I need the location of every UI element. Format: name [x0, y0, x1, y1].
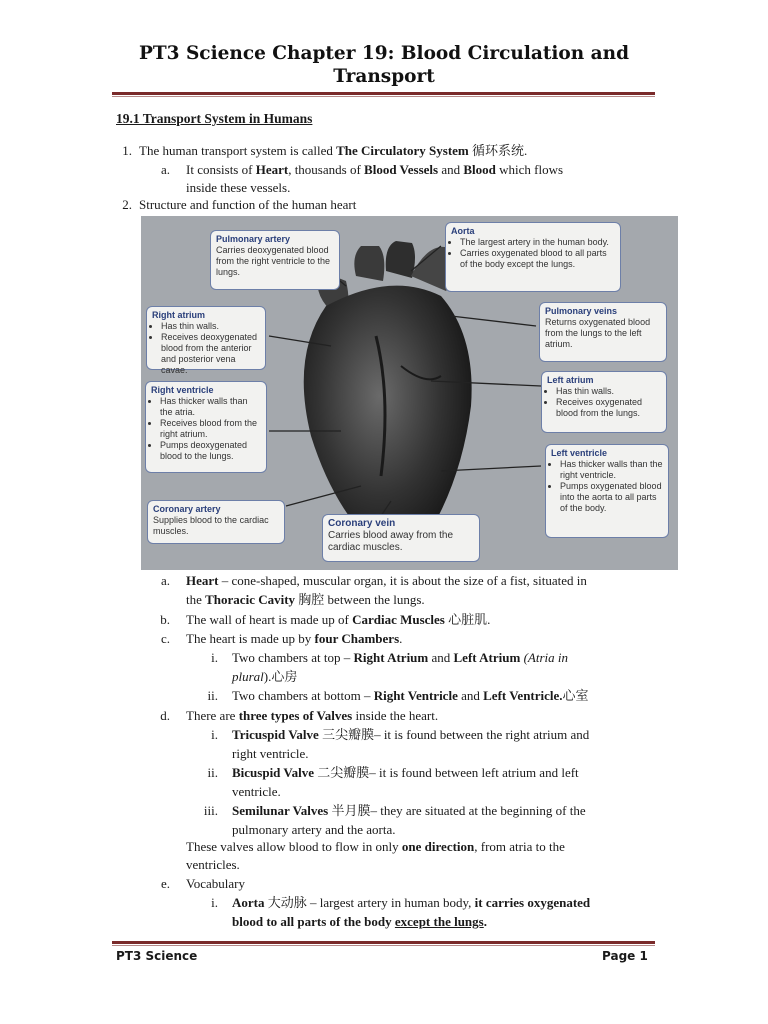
label-left-ventricle: Left ventricle • Has thicker walls than the right ventricle. • Pumps oxygenated blood into the aorta to all parts of the body.	[545, 444, 669, 538]
heart-diagram-photo	[141, 216, 678, 570]
label-right-atrium: Right atrium • Has thin walls. • Receives deoxygenated blood from the anterior and posterior vena cavae.	[146, 306, 266, 370]
item-tricuspid: Tricuspid Valve 三尖瓣膜– it is found between the right atrium and	[232, 727, 590, 742]
list-roman: i.	[211, 895, 218, 910]
list-roman: ii.	[207, 765, 218, 780]
valves-note-line2: ventricles.	[186, 857, 240, 872]
valves-note: These valves allow blood to flow in only one direction, from atria to the	[186, 839, 565, 854]
item-chambers: The heart is made up by four Chambers.	[186, 631, 403, 646]
label-aorta: Aorta • The largest artery in the human body. • Carries oxygenated blood to all parts of the body except the lungs.	[445, 222, 621, 292]
list-letter: a.	[160, 573, 170, 588]
list-roman: ii.	[207, 688, 218, 703]
list-item-1a-line2: inside these vessels.	[186, 180, 291, 195]
footer-rule-thin	[112, 945, 655, 946]
list-roman: i.	[211, 727, 218, 742]
list-roman: i.	[211, 650, 218, 665]
page-title: PT3 Science Chapter 19: Blood Circulation and Transport	[138, 43, 630, 87]
list-letter: a.	[160, 162, 170, 177]
item-aorta: Aorta 大动脉 – largest artery in human body, it carries oxygenated	[232, 895, 591, 910]
item-semilunar-line2: pulmonary artery and the aorta.	[232, 822, 396, 837]
list-roman: iii.	[203, 803, 218, 818]
header-rule-thin	[112, 96, 655, 97]
item-chambers-bottom: Two chambers at bottom – Right Ventricle and Left Ventricle.心室	[232, 688, 589, 703]
footer-left: PT3 Science	[116, 949, 198, 963]
label-coronary-artery: Coronary artery Supplies blood to the cardiac muscles.	[147, 500, 285, 544]
label-coronary-vein: Coronary vein Carries blood away from the cardiac muscles.	[322, 514, 480, 562]
footer-rule	[112, 941, 655, 944]
list-number: 1.	[122, 143, 132, 158]
item-aorta-line2: blood to all parts of the body except the lungs.	[232, 914, 487, 929]
item-valves: There are three types of Valves inside the heart.	[186, 708, 439, 723]
label-right-ventricle: Right ventricle • Has thicker walls than the atria. • Receives blood from the right atrium. • Pumps deoxygenated blood to the lungs.	[145, 381, 267, 473]
item-bicuspid: Bicuspid Valve 二尖瓣膜– it is found between left atrium and left	[232, 765, 579, 780]
item-vocabulary: Vocabulary	[186, 876, 245, 891]
list-letter: c.	[160, 631, 170, 646]
label-pulmonary-artery: Pulmonary artery Carries deoxygenated blood from the right ventricle to the lungs.	[210, 230, 340, 290]
list-letter: e.	[160, 876, 170, 891]
list-item-2: Structure and function of the human heart	[139, 197, 357, 212]
section-heading: 19.1 Transport System in Humans	[116, 111, 313, 126]
item-heart-line2: the Thoracic Cavity 胸腔 between the lungs.	[186, 592, 425, 607]
list-item-1a: It consists of Heart, thousands of Blood Vessels and Blood which flows	[186, 162, 564, 177]
list-letter: b.	[160, 612, 170, 627]
item-chambers-top-line2: plural).心房	[232, 669, 298, 684]
page-number: Page 1	[602, 949, 648, 963]
label-left-atrium: Left atrium • Has thin walls. • Receives oxygenated blood from the lungs.	[541, 371, 667, 433]
item-heart: Heart – cone-shaped, muscular organ, it is about the size of a fist, situated in	[186, 573, 587, 588]
list-item-1: The human transport system is called The Circulatory System 循环系统.	[139, 143, 528, 158]
item-wall: The wall of heart is made up of Cardiac Muscles 心脏肌.	[186, 612, 491, 627]
item-bicuspid-line2: ventricle.	[232, 784, 281, 799]
item-tricuspid-line2: right ventricle.	[232, 746, 309, 761]
label-pulmonary-veins: Pulmonary veins Returns oxygenated blood from the lungs to the left atrium.	[539, 302, 667, 362]
header-rule	[112, 92, 655, 95]
item-semilunar: Semilunar Valves 半月膜– they are situated at the beginning of the	[232, 803, 586, 818]
list-letter: d.	[160, 708, 170, 723]
list-number: 2.	[122, 197, 132, 212]
item-chambers-top: Two chambers at top – Right Atrium and Left Atrium (Atria in	[232, 650, 568, 665]
